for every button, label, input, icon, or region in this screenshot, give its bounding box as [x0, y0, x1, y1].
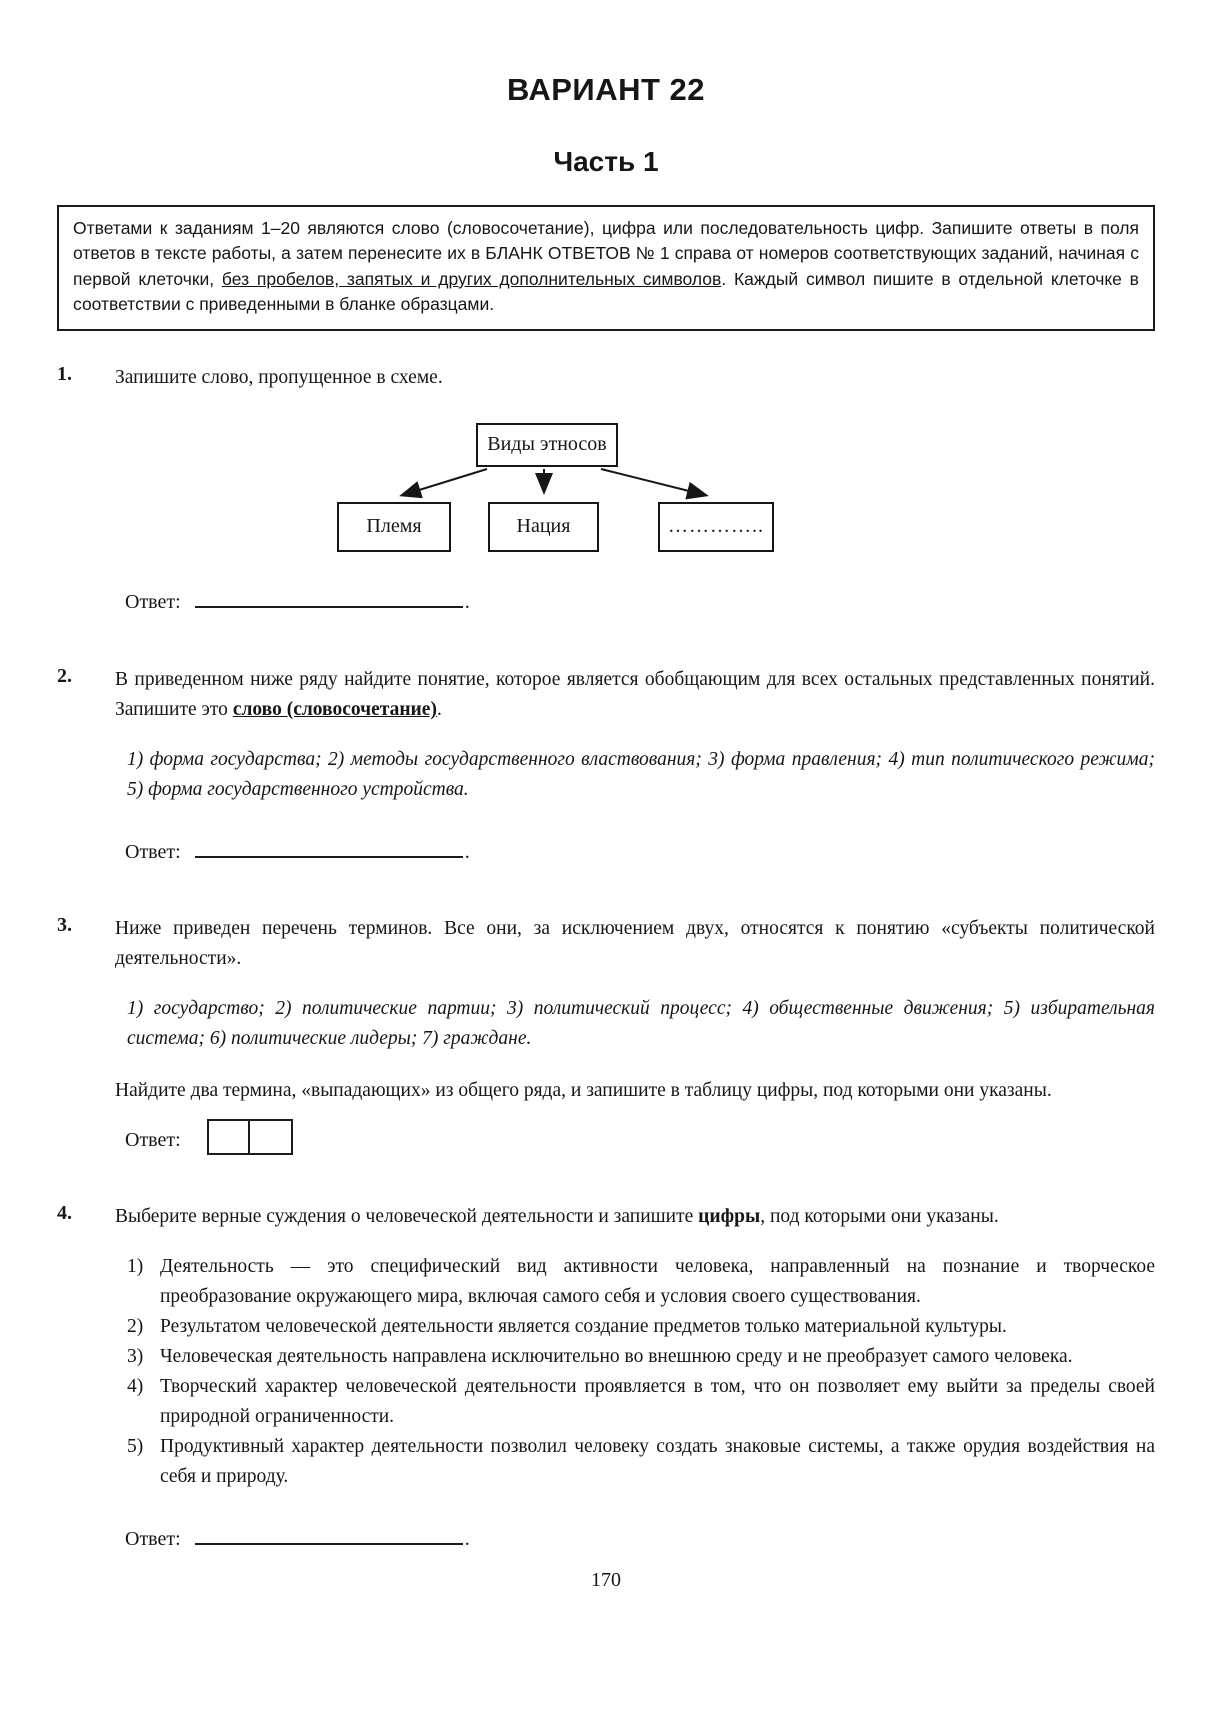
question-4-text-before: Выберите верные суждения о человеческой деятельности и запишите	[115, 1206, 699, 1228]
question-4-text	[115, 1202, 1155, 1232]
answer-line-q1	[115, 587, 1155, 618]
question-4-number: 4.	[57, 1202, 72, 1225]
question-3-terms: 1) государство; 2) политические партии; 3) политический процесс; 4) общественные движения; 5) избирательная система; 6) политические лидеры; 7) граждане.	[127, 998, 1155, 1050]
question-1	[57, 363, 1155, 618]
answer-period: .	[464, 1528, 470, 1551]
instruction-text-before: Ответами к заданиям 1–20 являются слово (словосочетание), цифра или последовательность цифр. Запишите ответы в поля ответов в тексте работы, а затем перенесите их в БЛАНК ОТВЕТОВ № 1 справа от номеров соответствующих заданий, начиная с первой клеточки,	[73, 218, 1139, 289]
diagram-box-missing: …………..	[658, 502, 774, 552]
statement-item	[115, 1342, 1155, 1372]
question-1-number: 1.	[57, 362, 72, 385]
question-2-text	[115, 665, 1155, 725]
instruction-box	[57, 205, 1155, 331]
question-3-number: 3.	[57, 914, 72, 937]
answer-line-q2	[115, 837, 1155, 868]
answer-blank-q2[interactable]	[195, 841, 463, 858]
instruction-text-after: . Каждый символ пишите в отдельной клеточке в соответствии с приведенными в бланке образцами.	[73, 268, 1139, 315]
variant-title: ВАРИАНТ 22	[507, 72, 705, 107]
answer-table-q3	[207, 1119, 293, 1155]
statement-number: 5)	[127, 1436, 144, 1458]
question-3-text: Ниже приведен перечень терминов. Все они, за исключением двух, относятся к понятию «субъекты политической деятельности».	[115, 918, 1155, 970]
answer-label: Ответ:	[125, 590, 181, 613]
answer-label: Ответ:	[125, 1128, 181, 1151]
answer-cell-2[interactable]	[250, 1119, 293, 1155]
statement-item	[115, 1432, 1155, 1492]
page-number: 170	[591, 1569, 621, 1592]
question-2	[57, 665, 1155, 868]
question-2-options: 1) форма государства; 2) методы государственного властвования; 3) форма правления; 4) тип политического режима; 5) форма государственного устройства.	[127, 749, 1155, 801]
statement-item	[115, 1372, 1155, 1432]
question-2-text-emphasis: слово (словосочетание)	[232, 699, 437, 721]
answer-blank-q4[interactable]	[195, 1528, 463, 1545]
question-1-text: Запишите слово, пропущенное в схеме.	[115, 366, 443, 388]
diagram-box-plemya: Племя	[337, 502, 451, 552]
statement-number: 1)	[127, 1256, 144, 1278]
answer-label: Ответ:	[125, 1528, 181, 1551]
statement-number: 3)	[127, 1346, 144, 1368]
answer-period: .	[464, 841, 470, 864]
statement-text: Результатом человеческой деятельности является создание предметов только материальной культуры.	[160, 1316, 1007, 1338]
question-2-text-after: .	[436, 699, 442, 721]
question-4-statements	[115, 1252, 1155, 1492]
statement-text: Деятельность — это специфический вид активности человека, направленный на познание и творческое преобразование окружающего мира, включая самого себя и условия своего существования.	[160, 1256, 1155, 1308]
question-4-text-after: , под которыми они указаны.	[760, 1206, 999, 1228]
answer-line-q4	[115, 1524, 1155, 1555]
answer-label: Ответ:	[125, 841, 181, 864]
diagram-box-natsiya: Нация	[488, 502, 599, 552]
ethnos-types-diagram	[337, 423, 779, 555]
answer-line-q3	[115, 1122, 1155, 1158]
statement-item	[115, 1312, 1155, 1342]
statement-number: 2)	[127, 1316, 144, 1338]
answer-blank-q1[interactable]	[195, 591, 463, 608]
question-3-followup: Найдите два термина, «выпадающих» из общего ряда, и запишите в таблицу цифры, под которыми они указаны.	[115, 1080, 1052, 1102]
statement-text: Творческий характер человеческой деятельности проявляется в том, что он позволяет ему выйти за пределы своей природной ограниченности.	[160, 1376, 1155, 1428]
instruction-text-underlined: без пробелов, запятых и других дополнительных символов	[221, 268, 722, 289]
statement-item	[115, 1252, 1155, 1312]
part-title: Часть 1	[553, 146, 659, 177]
question-4	[57, 1202, 1155, 1555]
statement-text: Продуктивный характер деятельности позволил человеку создать знаковые системы, а также орудия воздействия на себя и природу.	[160, 1436, 1155, 1488]
question-3	[57, 914, 1155, 1158]
question-2-text-before: В приведенном ниже ряду найдите понятие, которое является обобщающим для всех остальных представленных понятий. Запишите это	[115, 669, 1155, 721]
statement-number: 4)	[127, 1376, 144, 1398]
statement-text: Человеческая деятельность направлена исключительно во внешнюю среду и не преобразует самого человека.	[160, 1346, 1073, 1368]
answer-cell-1[interactable]	[207, 1119, 250, 1155]
answer-period: .	[464, 590, 470, 613]
question-2-number: 2.	[57, 665, 72, 688]
question-4-text-emphasis: цифры	[698, 1206, 761, 1228]
diagram-box-root: Виды этносов	[476, 423, 618, 467]
